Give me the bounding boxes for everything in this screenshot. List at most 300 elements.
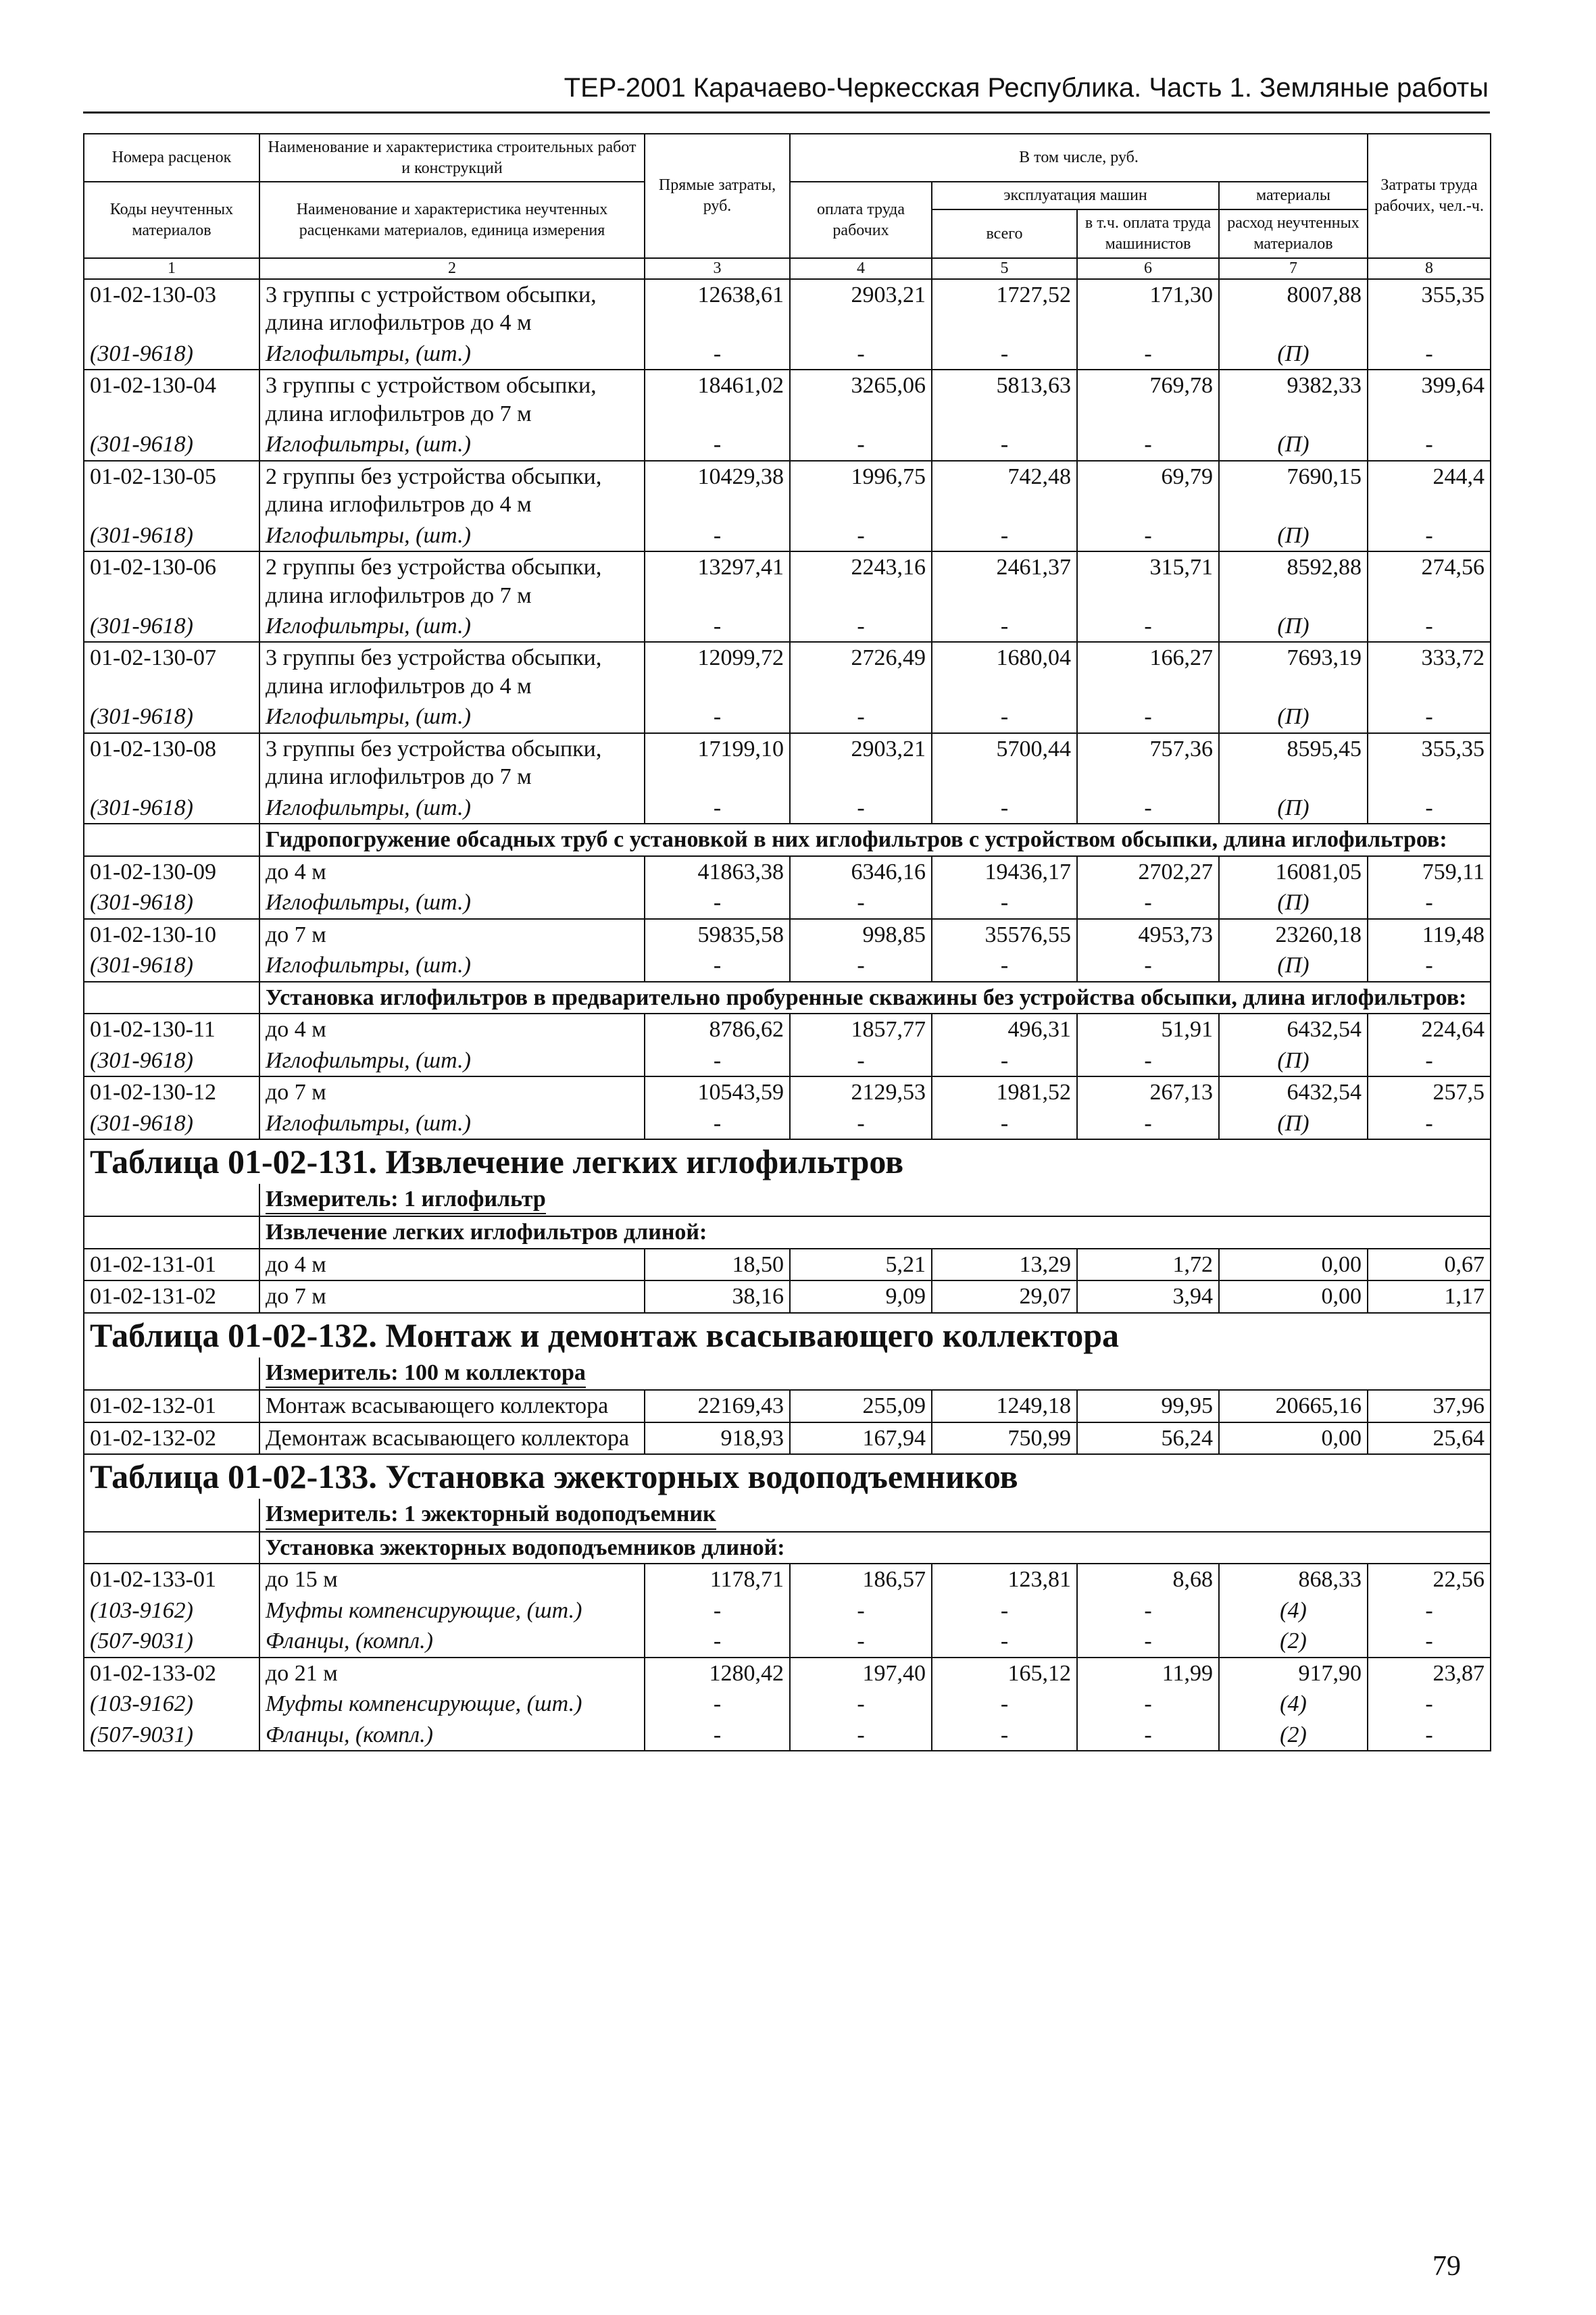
- material-value: (П): [1219, 950, 1368, 981]
- value-cell: 25,64: [1368, 1422, 1491, 1454]
- work-name: до 4 м: [259, 1249, 645, 1280]
- table-title: Таблица 01-02-131. Извлечение легких иглофильтров: [84, 1139, 1491, 1184]
- section-spacer: [84, 1532, 259, 1564]
- material-value: -: [932, 1626, 1077, 1657]
- work-name: 3 группы без устройства обсыпки, длина иглофильтров до 7 м: [259, 733, 645, 793]
- meter-label: Измеритель: 100 м коллектора: [266, 1359, 586, 1388]
- header-code-bottom: Коды неучтенных материалов: [84, 182, 259, 257]
- value-cell: 3,94: [1077, 1280, 1219, 1312]
- value-cell: 123,81: [932, 1564, 1077, 1595]
- value-cell: 1981,52: [932, 1076, 1077, 1107]
- material-value: -: [1368, 611, 1491, 642]
- value-cell: 69,79: [1077, 461, 1219, 520]
- column-number: 6: [1077, 258, 1219, 279]
- material-value: -: [1077, 429, 1219, 460]
- column-number: 5: [932, 258, 1077, 279]
- value-cell: 6432,54: [1219, 1014, 1368, 1045]
- value-cell: 186,57: [790, 1564, 932, 1595]
- value-cell: 1680,04: [932, 642, 1077, 701]
- material-row: [84, 1689, 1491, 1719]
- value-cell: 315,71: [1077, 551, 1219, 611]
- value-cell: 1727,52: [932, 279, 1077, 339]
- material-name: Фланцы, (компл.): [259, 1626, 645, 1657]
- material-name: Муфты компенсирующие, (шт.): [259, 1595, 645, 1626]
- material-value: -: [790, 701, 932, 732]
- value-cell: 355,35: [1368, 733, 1491, 793]
- header-name-bottom: Наименование и характеристика неучтенных расценками материалов, единица измерения: [259, 182, 645, 257]
- header-direct-costs: Прямые затраты, руб.: [645, 134, 790, 258]
- material-value: (2): [1219, 1626, 1368, 1657]
- value-cell: 0,00: [1219, 1249, 1368, 1280]
- value-cell: 2903,21: [790, 279, 932, 339]
- column-number: 8: [1368, 258, 1491, 279]
- value-cell: 22169,43: [645, 1390, 790, 1422]
- material-name: Фланцы, (компл.): [259, 1720, 645, 1751]
- section-title: Установка иглофильтров в предварительно пробуренные скважины без устройства обсыпки, длина иглофильтров:: [259, 982, 1491, 1014]
- header-materials: материалы: [1219, 182, 1368, 209]
- material-value: (П): [1219, 611, 1368, 642]
- material-name: Иглофильтры, (шт.): [259, 793, 645, 824]
- material-value: -: [932, 429, 1077, 460]
- rate-code: 01-02-130-03: [84, 279, 259, 339]
- value-cell: 3265,06: [790, 370, 932, 429]
- material-value: (П): [1219, 887, 1368, 918]
- value-cell: 19436,17: [932, 856, 1077, 887]
- material-value: (П): [1219, 520, 1368, 551]
- header-machinists-wages: в т.ч. оплата труда машинистов: [1077, 209, 1219, 257]
- work-name: до 21 м: [259, 1658, 645, 1689]
- header-name-top: Наименование и характеристика строительных работ и конструкций: [259, 134, 645, 182]
- material-value: -: [790, 950, 932, 981]
- material-value: -: [645, 429, 790, 460]
- value-cell: 224,64: [1368, 1014, 1491, 1045]
- value-cell: 2129,53: [790, 1076, 932, 1107]
- work-name: Демонтаж всасывающего коллектора: [259, 1422, 645, 1454]
- column-number: 7: [1219, 258, 1368, 279]
- column-number: 4: [790, 258, 932, 279]
- value-cell: 2702,27: [1077, 856, 1219, 887]
- value-cell: 1,72: [1077, 1249, 1219, 1280]
- material-value: -: [1077, 1045, 1219, 1076]
- material-value: -: [790, 429, 932, 460]
- material-value: -: [645, 793, 790, 824]
- value-cell: 0,67: [1368, 1249, 1491, 1280]
- material-row: [84, 429, 1491, 460]
- value-cell: 0,00: [1219, 1280, 1368, 1312]
- material-value: -: [1368, 1720, 1491, 1751]
- value-cell: 99,95: [1077, 1390, 1219, 1422]
- material-value: -: [1077, 887, 1219, 918]
- rate-code: 01-02-131-02: [84, 1280, 259, 1312]
- material-row: [84, 793, 1491, 824]
- work-name: 2 группы без устройства обсыпки, длина иглофильтров до 4 м: [259, 461, 645, 520]
- rate-code: 01-02-130-07: [84, 642, 259, 701]
- work-name: до 7 м: [259, 1280, 645, 1312]
- material-value: -: [790, 1689, 932, 1719]
- rate-code: 01-02-130-06: [84, 551, 259, 611]
- value-cell: 7693,19: [1219, 642, 1368, 701]
- value-cell: 171,30: [1077, 279, 1219, 339]
- material-value: -: [1077, 793, 1219, 824]
- value-cell: 1,17: [1368, 1280, 1491, 1312]
- column-number: 3: [645, 258, 790, 279]
- value-cell: 2461,37: [932, 551, 1077, 611]
- price-table: [83, 133, 1491, 1751]
- value-cell: 4953,73: [1077, 919, 1219, 950]
- material-code: (301-9618): [84, 887, 259, 918]
- header-rule: [83, 111, 1490, 114]
- value-cell: 1280,42: [645, 1658, 790, 1689]
- price-row: [84, 733, 1491, 793]
- value-cell: 119,48: [1368, 919, 1491, 950]
- material-name: Иглофильтры, (шт.): [259, 339, 645, 370]
- material-value: -: [645, 1108, 790, 1139]
- price-row: [84, 856, 1491, 887]
- material-value: -: [1368, 1689, 1491, 1719]
- material-name: Иглофильтры, (шт.): [259, 429, 645, 460]
- rate-code: 01-02-132-02: [84, 1422, 259, 1454]
- value-cell: 13,29: [932, 1249, 1077, 1280]
- material-value: -: [790, 1595, 932, 1626]
- material-value: -: [932, 1108, 1077, 1139]
- value-cell: 0,00: [1219, 1422, 1368, 1454]
- work-name: до 4 м: [259, 856, 645, 887]
- material-value: -: [932, 611, 1077, 642]
- material-value: -: [790, 1626, 932, 1657]
- material-name: Иглофильтры, (шт.): [259, 701, 645, 732]
- material-value: -: [645, 520, 790, 551]
- section-row: [84, 982, 1491, 1014]
- material-code: (301-9618): [84, 793, 259, 824]
- work-name: до 4 м: [259, 1014, 645, 1045]
- column-number: 1: [84, 258, 259, 279]
- table-title-row: [84, 1454, 1491, 1499]
- material-code: (301-9618): [84, 950, 259, 981]
- work-name: 3 группы с устройством обсыпки, длина иглофильтров до 4 м: [259, 279, 645, 339]
- material-value: (П): [1219, 793, 1368, 824]
- material-value: -: [645, 1595, 790, 1626]
- value-cell: 5813,63: [932, 370, 1077, 429]
- value-cell: 7690,15: [1219, 461, 1368, 520]
- section-row: [84, 1216, 1491, 1248]
- value-cell: 2903,21: [790, 733, 932, 793]
- material-code: (301-9618): [84, 429, 259, 460]
- value-cell: 1857,77: [790, 1014, 932, 1045]
- material-value: -: [1077, 950, 1219, 981]
- value-cell: 165,12: [932, 1658, 1077, 1689]
- material-code: (507-9031): [84, 1720, 259, 1751]
- value-cell: 167,94: [790, 1422, 932, 1454]
- value-cell: 197,40: [790, 1658, 932, 1689]
- rate-code: 01-02-133-01: [84, 1564, 259, 1595]
- value-cell: 38,16: [645, 1280, 790, 1312]
- price-row: [84, 642, 1491, 701]
- material-value: -: [790, 611, 932, 642]
- material-value: -: [932, 887, 1077, 918]
- material-value: -: [1368, 429, 1491, 460]
- material-row: [84, 611, 1491, 642]
- material-value: -: [645, 339, 790, 370]
- value-cell: 10543,59: [645, 1076, 790, 1107]
- value-cell: 769,78: [1077, 370, 1219, 429]
- column-number-row: [84, 258, 1491, 279]
- meter-row: [84, 1499, 1491, 1531]
- value-cell: 267,13: [1077, 1076, 1219, 1107]
- material-value: -: [645, 1689, 790, 1719]
- value-cell: 29,07: [932, 1280, 1077, 1312]
- material-row: [84, 520, 1491, 551]
- value-cell: 5700,44: [932, 733, 1077, 793]
- table-title-row: [84, 1139, 1491, 1184]
- value-cell: 9382,33: [1219, 370, 1368, 429]
- material-value: -: [790, 887, 932, 918]
- value-cell: 8,68: [1077, 1564, 1219, 1595]
- header-unaccounted-materials: расход неучтенных материалов: [1219, 209, 1368, 257]
- rate-code: 01-02-130-08: [84, 733, 259, 793]
- meter-label: Измеритель: 1 иглофильтр: [266, 1185, 546, 1214]
- material-row: [84, 1626, 1491, 1657]
- table-title: Таблица 01-02-132. Монтаж и демонтаж всасывающего коллектора: [84, 1313, 1491, 1358]
- price-row: [84, 1249, 1491, 1280]
- material-value: -: [1368, 520, 1491, 551]
- price-row: [84, 1564, 1491, 1595]
- value-cell: 22,56: [1368, 1564, 1491, 1595]
- value-cell: 998,85: [790, 919, 932, 950]
- value-cell: 1249,18: [932, 1390, 1077, 1422]
- material-row: [84, 950, 1491, 981]
- material-name: Иглофильтры, (шт.): [259, 1045, 645, 1076]
- section-spacer: [84, 824, 259, 855]
- material-value: -: [645, 1045, 790, 1076]
- column-number: 2: [259, 258, 645, 279]
- section-spacer: [84, 1216, 259, 1248]
- value-cell: 9,09: [790, 1280, 932, 1312]
- rate-code: 01-02-132-01: [84, 1390, 259, 1422]
- price-row: [84, 1280, 1491, 1312]
- material-value: -: [790, 1108, 932, 1139]
- material-code: (301-9618): [84, 701, 259, 732]
- material-value: -: [1077, 1720, 1219, 1751]
- value-cell: 166,27: [1077, 642, 1219, 701]
- material-row: [84, 339, 1491, 370]
- material-row: [84, 701, 1491, 732]
- material-row: [84, 1595, 1491, 1626]
- header-machines: эксплуатация машин: [932, 182, 1219, 209]
- table-title: Таблица 01-02-133. Установка эжекторных водоподъемников: [84, 1454, 1491, 1499]
- price-row: [84, 1658, 1491, 1689]
- header-group: В том числе, руб.: [790, 134, 1368, 182]
- rate-code: 01-02-130-10: [84, 919, 259, 950]
- material-value: -: [1368, 1595, 1491, 1626]
- material-value: (П): [1219, 701, 1368, 732]
- material-value: -: [1077, 1595, 1219, 1626]
- material-value: -: [932, 793, 1077, 824]
- material-value: (П): [1219, 1045, 1368, 1076]
- value-cell: 23,87: [1368, 1658, 1491, 1689]
- meter-text: [259, 1358, 1491, 1390]
- material-name: Иглофильтры, (шт.): [259, 520, 645, 551]
- rate-code: 01-02-133-02: [84, 1658, 259, 1689]
- material-value: -: [1368, 887, 1491, 918]
- rate-code: 01-02-131-01: [84, 1249, 259, 1280]
- value-cell: 333,72: [1368, 642, 1491, 701]
- meter-row: [84, 1358, 1491, 1390]
- material-name: Иглофильтры, (шт.): [259, 950, 645, 981]
- material-name: Муфты компенсирующие, (шт.): [259, 1689, 645, 1719]
- material-code: (507-9031): [84, 1626, 259, 1657]
- material-value: -: [932, 1045, 1077, 1076]
- rate-code: 01-02-130-09: [84, 856, 259, 887]
- material-value: (П): [1219, 429, 1368, 460]
- header-code-top: Номера расценок: [84, 134, 259, 182]
- material-value: -: [790, 1720, 932, 1751]
- material-value: -: [1368, 701, 1491, 732]
- material-code: (301-9618): [84, 1045, 259, 1076]
- price-row: [84, 1076, 1491, 1107]
- material-value: -: [1368, 1626, 1491, 1657]
- material-name: Иглофильтры, (шт.): [259, 611, 645, 642]
- value-cell: 10429,38: [645, 461, 790, 520]
- value-cell: 757,36: [1077, 733, 1219, 793]
- material-value: -: [645, 887, 790, 918]
- value-cell: 17199,10: [645, 733, 790, 793]
- value-cell: 12638,61: [645, 279, 790, 339]
- meter-label: Измеритель: 1 эжекторный водоподъемник: [266, 1500, 716, 1529]
- value-cell: 16081,05: [1219, 856, 1368, 887]
- work-name: до 15 м: [259, 1564, 645, 1595]
- material-code: (301-9618): [84, 520, 259, 551]
- meter-text: [259, 1184, 1491, 1216]
- meter-text: [259, 1499, 1491, 1531]
- header-machines-total: всего: [932, 209, 1077, 257]
- value-cell: 5,21: [790, 1249, 932, 1280]
- material-value: (4): [1219, 1689, 1368, 1719]
- section-row: [84, 824, 1491, 855]
- value-cell: 1178,71: [645, 1564, 790, 1595]
- material-row: [84, 887, 1491, 918]
- material-name: Иглофильтры, (шт.): [259, 1108, 645, 1139]
- material-value: -: [790, 1045, 932, 1076]
- meter-spacer: [84, 1184, 259, 1216]
- material-value: -: [645, 1720, 790, 1751]
- price-row: [84, 1422, 1491, 1454]
- material-row: [84, 1720, 1491, 1751]
- material-code: (103-9162): [84, 1689, 259, 1719]
- rate-code: 01-02-130-12: [84, 1076, 259, 1107]
- material-value: -: [932, 339, 1077, 370]
- material-value: -: [645, 611, 790, 642]
- meter-spacer: [84, 1499, 259, 1531]
- meter-spacer: [84, 1358, 259, 1390]
- material-value: (П): [1219, 339, 1368, 370]
- value-cell: 8007,88: [1219, 279, 1368, 339]
- section-title: Установка эжекторных водоподъемников длиной:: [259, 1532, 1491, 1564]
- work-name: 3 группы без устройства обсыпки, длина иглофильтров до 4 м: [259, 642, 645, 701]
- value-cell: 750,99: [932, 1422, 1077, 1454]
- material-value: -: [1368, 793, 1491, 824]
- material-value: (П): [1219, 1108, 1368, 1139]
- price-row: [84, 1014, 1491, 1045]
- section-spacer: [84, 982, 259, 1014]
- value-cell: 8592,88: [1219, 551, 1368, 611]
- value-cell: 1996,75: [790, 461, 932, 520]
- material-value: -: [1368, 339, 1491, 370]
- material-value: -: [1077, 520, 1219, 551]
- material-value: -: [790, 793, 932, 824]
- material-value: -: [1077, 1626, 1219, 1657]
- material-value: -: [1368, 950, 1491, 981]
- material-value: -: [645, 701, 790, 732]
- table-title-row: [84, 1313, 1491, 1358]
- value-cell: 12099,72: [645, 642, 790, 701]
- section-title: Гидропогружение обсадных труб с установкой в них иглофильтров с устройством обсыпки, длина иглофильтров:: [259, 824, 1491, 855]
- value-cell: 6346,16: [790, 856, 932, 887]
- material-row: [84, 1045, 1491, 1076]
- value-cell: 2726,49: [790, 642, 932, 701]
- material-value: -: [1368, 1045, 1491, 1076]
- value-cell: 59835,58: [645, 919, 790, 950]
- value-cell: 918,93: [645, 1422, 790, 1454]
- value-cell: 399,64: [1368, 370, 1491, 429]
- material-value: (4): [1219, 1595, 1368, 1626]
- work-name: до 7 м: [259, 919, 645, 950]
- header-wages: оплата труда рабочих: [790, 182, 932, 257]
- material-code: (301-9618): [84, 339, 259, 370]
- work-name: 3 группы с устройством обсыпки, длина иглофильтров до 7 м: [259, 370, 645, 429]
- value-cell: 759,11: [1368, 856, 1491, 887]
- header-labor: Затраты труда рабочих, чел.-ч.: [1368, 134, 1491, 258]
- material-value: -: [1077, 611, 1219, 642]
- material-value: -: [1077, 701, 1219, 732]
- material-value: -: [932, 1689, 1077, 1719]
- value-cell: 2243,16: [790, 551, 932, 611]
- price-row: [84, 551, 1491, 611]
- material-value: -: [790, 339, 932, 370]
- value-cell: 8786,62: [645, 1014, 790, 1045]
- value-cell: 257,5: [1368, 1076, 1491, 1107]
- value-cell: 11,99: [1077, 1658, 1219, 1689]
- value-cell: 244,4: [1368, 461, 1491, 520]
- price-row: [84, 919, 1491, 950]
- material-value: -: [645, 950, 790, 981]
- work-name: до 7 м: [259, 1076, 645, 1107]
- material-row: [84, 1108, 1491, 1139]
- value-cell: 18461,02: [645, 370, 790, 429]
- material-value: -: [1368, 1108, 1491, 1139]
- section-row: [84, 1532, 1491, 1564]
- price-row: [84, 279, 1491, 339]
- value-cell: 742,48: [932, 461, 1077, 520]
- price-row: [84, 1390, 1491, 1422]
- material-code: (301-9618): [84, 611, 259, 642]
- material-value: -: [1077, 339, 1219, 370]
- material-code: (103-9162): [84, 1595, 259, 1626]
- material-code: (301-9618): [84, 1108, 259, 1139]
- work-name: 2 группы без устройства обсыпки, длина иглофильтров до 7 м: [259, 551, 645, 611]
- material-value: (2): [1219, 1720, 1368, 1751]
- material-value: -: [790, 520, 932, 551]
- meter-row: [84, 1184, 1491, 1216]
- value-cell: 56,24: [1077, 1422, 1219, 1454]
- material-value: -: [645, 1626, 790, 1657]
- value-cell: 23260,18: [1219, 919, 1368, 950]
- value-cell: 35576,55: [932, 919, 1077, 950]
- material-value: -: [932, 950, 1077, 981]
- value-cell: 255,09: [790, 1390, 932, 1422]
- section-title: Извлечение легких иглофильтров длиной:: [259, 1216, 1491, 1248]
- work-name: Монтаж всасывающего коллектора: [259, 1390, 645, 1422]
- value-cell: 274,56: [1368, 551, 1491, 611]
